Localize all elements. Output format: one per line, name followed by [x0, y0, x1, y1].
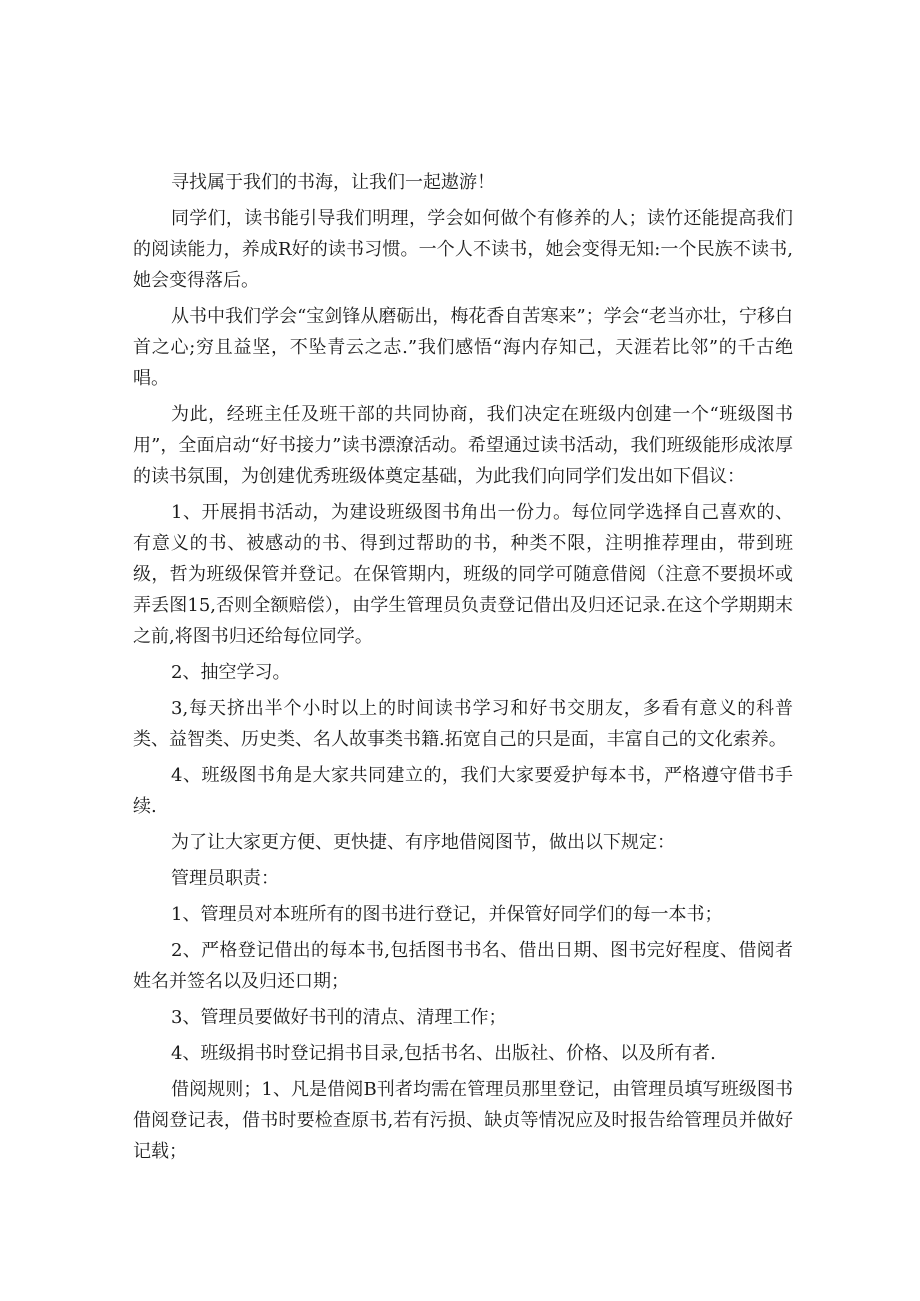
paragraph-10: 管理员职责： [171, 868, 279, 889]
paragraph-1: 寻找属于我们的书海，让我们一起遨游！ [171, 172, 495, 193]
paragraph-2: 同学们，读书能引导我们明理，学会如何做个有修养的人；读竹还能提高我们的阅读能力，养成R好的读书习惯。一个人不读书，她会变得无知:一个民族不读书,她会变得落后。 [133, 208, 793, 291]
paragraph-5: 1、开展捐书活动，为建设班级图书角出一份力。每位同学选择自己喜欢的、有意义的书、被感动的书、得到过帮助的书，种类不限，注明推荐理由，带到班级，哲为班级保管并登记。在保管期内，班级的同学可随意借阅（注意不要损坏或弄丢图15,否则全额赔偿），由学生管理员负责登记借出及归还记录.在这个学期期末之前,将图书归还给每位同学。 [133, 502, 793, 647]
paragraph-11: 1、管理员对本班所有的图书进行登记，并保管好同学们的每一本书； [171, 904, 723, 925]
paragraph-7: 3,每天挤出半个小时以上的时间读书学习和好书交朋友，多看有意义的科普类、益智类、历史类、名人故事类书籍.拓宽自己的只是面，丰富自己的文化索养。 [133, 698, 793, 750]
paragraph-13: 3、管理员要做好书刊的清点、清理工作； [171, 1007, 507, 1028]
paragraph-4: 为此，经班主任及班干部的共同协商，我们决定在班级内创建一个“班级图书用”，全面启动“好书接力”读书漂潦活动。希望通过读书活动，我们班级能形成浓厚的读书氛围，为创建优秀班级体奠定基础，为此我们向同学们发出如下倡议： [133, 404, 793, 487]
paragraph-3: 从书中我们学会“宝剑锋从磨砺出，梅花香自苦寒来”；学会“老当亦壮，宁移白首之心;穷且益坚，不坠青云之志.”我们感悟“海内存知己，天涯若比邻”的千古绝唱。 [133, 306, 793, 389]
paragraph-14: 4、班级捐书时登记捐书目录,包括书名、出版社、价格、以及所有者. [171, 1043, 716, 1064]
paragraph-8: 4、班级图书角是大家共同建立的，我们大家要爱护每本书，严格遵守借书手续. [133, 765, 793, 817]
paragraph-12: 2、严格登记借出的每本书,包括图书书名、借出日期、图书完好程度、借阅者姓名并签名以及归还口期； [133, 940, 793, 992]
document-body [133, 167, 793, 1172]
paragraph-9: 为了让大家更方便、更快捷、有序地借阅图节，做出以下规定： [171, 832, 675, 853]
paragraph-15: 借阅规则；1、凡是借阅B刊者均需在管理员那里登记，由管理员填写班级图书借阅登记表，借书时要检查原书,若有污损、缺贞等情况应及时报告给管理员并做好记载； [133, 1079, 793, 1162]
paragraph-6: 2、抽空学习。 [171, 662, 291, 683]
